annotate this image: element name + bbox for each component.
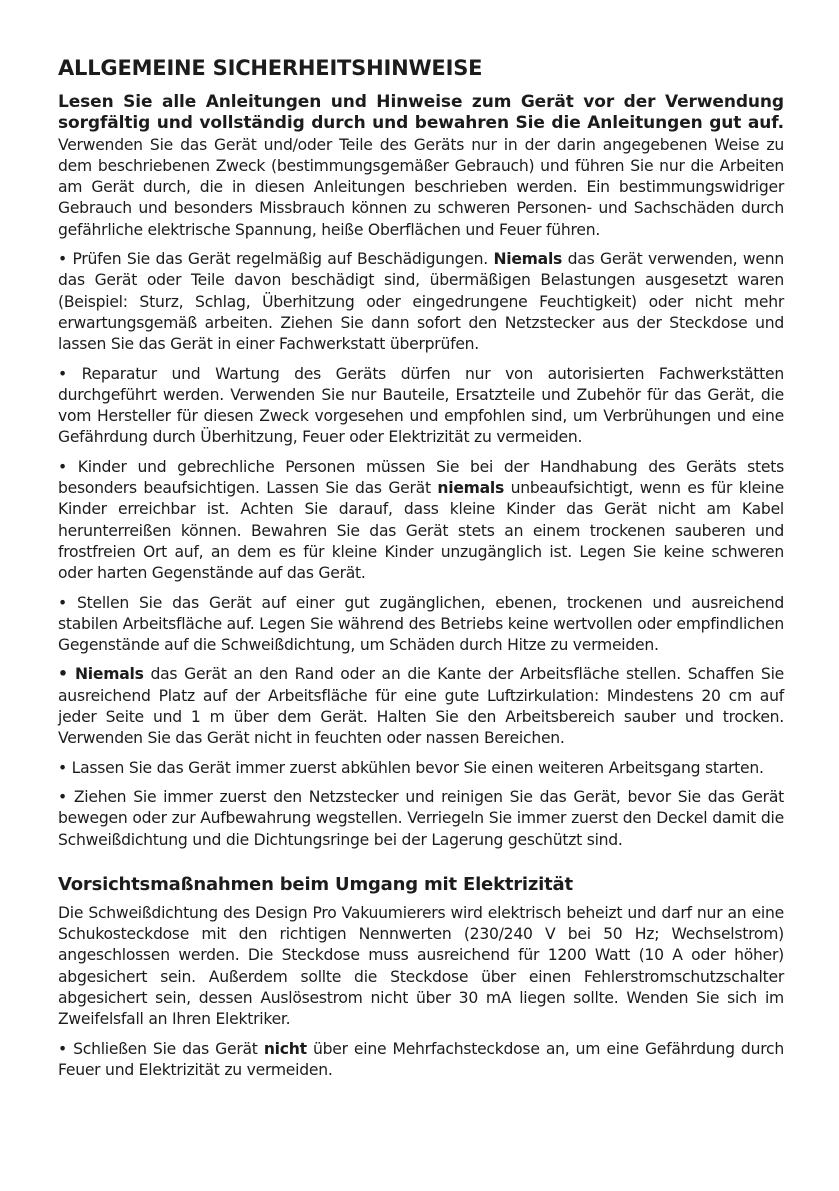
bullet-paragraph — [58, 364, 784, 449]
bullet-paragraph — [58, 593, 784, 657]
bullet-paragraph — [58, 758, 784, 779]
section-paragraph: Die Schweißdichtung des Design Pro Vakuumierers wird elektrisch beheizt und darf nur an eine Schukosteckdose mit den richtigen Nennwerten (230/240 V bei 50 Hz; Wechselstrom) angeschlossen werden. Die Steckdose muss ausreichend für 1200 Watt (10 A oder höher) abgesichert sein. Außerdem sollte die Steckdose über einen Fehlerstromschutzschalter abgesichert sein, dessen Auslösestrom nicht über 30 mA liegen sollte. Wenden Sie sich im Zweifelsfall an Ihren Elektriker. — [58, 903, 784, 1029]
bullet-paragraph — [58, 457, 784, 585]
bullet-paragraph — [58, 664, 784, 749]
section-heading: Vorsichtsmaßnahmen beim Umgang mit Elektrizität — [58, 873, 573, 895]
bullet-text: • Kinder und gebrechliche Personen müssen Sie bei der Handhabung des Geräts stets besonders beaufsichtigen. Lassen Sie das Gerät — [58, 457, 784, 498]
bullet-emphasis: niemals — [437, 479, 505, 498]
page-title: ALLGEMEINE SICHERHEITSHINWEISE — [58, 56, 483, 80]
bullet-emphasis: Niemals — [493, 250, 563, 269]
bullet-paragraph — [58, 1039, 784, 1082]
bullet-text: • Reparatur und Wartung des Geräts dürfen nur von autorisierten Fachwerkstätten durchgeführt werden. Verwenden Sie nur Bauteile, Ersatzteile und Zubehör für das Gerät, die vom Hersteller für diesen Zweck vorgesehen und empfohlen sind, um Verbrühungen und eine Gefährdung durch Überhitzung, Feuer oder Elektrizität zu vermeiden. — [58, 364, 784, 447]
bullet-text: • Prüfen Sie das Gerät regelmäßig auf Beschädigungen. — [58, 250, 494, 269]
bullet-text: unbeaufsichtigt, wenn es für kleine Kinder erreichbar ist. Achten Sie darauf, dass kleine Kinder das Gerät nicht am Kabel herunterreißen können. Bewahren Sie das Gerät stets an einem trockenen sauberen und frostfreien Ort auf, an dem es für kleine Kinder unzugänglich ist. Legen Sie keine schweren oder harten Gegenstände auf das Gerät. — [58, 479, 784, 583]
bullet-text: über eine Mehrfachsteckdose an, um eine Gefährdung durch Feuer und Elektrizität zu vermeiden. — [58, 1039, 784, 1079]
bullet-paragraph — [58, 787, 784, 851]
bullet-text: • Schließen Sie das Gerät — [58, 1039, 264, 1058]
intro-paragraph — [58, 92, 784, 241]
bullet-emphasis: nicht — [263, 1039, 307, 1058]
bullet-text: das Gerät an den Rand oder an die Kante der Arbeitsfläche stellen. Schaffen Sie ausreichend Platz auf der Arbeitsfläche für eine gute Luftzirkulation: Mindestens 20 cm auf jeder Seite und 1 m über dem Gerät. Halten Sie den Arbeitsbereich sauber und trocken. Verwenden Sie das Gerät nicht in feuchten oder nassen Bereichen. — [58, 665, 785, 748]
bullet-paragraph — [58, 249, 784, 355]
document-page — [58, 54, 784, 1089]
intro-text: Verwenden Sie das Gerät und/oder Teile des Geräts nur in der darin angegebenen Weise zu dem beschriebenen Zweck (bestimmungsgemäßer Gebrauch) und führen Sie nur die Arbeiten am Gerät durch, die in diesen Anleitungen beschrieben werden. Ein bestimmungswidriger Gebrauch und besonders Missbrauch können zu schweren Personen- und Sachschäden durch gefährliche elektrische Spannung, heiße Oberflächen und Feuer führen. — [58, 135, 784, 239]
bullet-text: • Ziehen Sie immer zuerst den Netzstecker und reinigen Sie das Gerät, bevor Sie das Gerät bewegen oder zur Aufbewahrung wegstellen. Verriegeln Sie immer zuerst den Deckel damit die Schweißdichtung und die Dichtungsringe bei der Lagerung geschützt sind. — [58, 787, 784, 849]
intro-lead-bold: Lesen Sie alle Anleitungen und Hinweise zum Gerät vor der Verwendung sorgfältig und vollständig durch und bewahren Sie die Anleitungen gut auf. — [58, 92, 784, 134]
bullet-emphasis: • Niemals — [58, 665, 144, 684]
bullet-text: das Gerät verwenden, wenn das Gerät oder Teile davon beschädigt sind, übermäßigen Belastungen ausgesetzt waren (Beispiel: Sturz, Schlag, Überhitzung oder eingedrungene Feuchtigkeit) oder nicht mehr erwartungsgemäß arbeiten. Ziehen Sie dann sofort den Netzstecker aus der Steckdose und lassen Sie das Gerät in einer Fachwerkstatt überprüfen. — [58, 250, 784, 354]
bullet-text: • Stellen Sie das Gerät auf einer gut zugänglichen, ebenen, trockenen und ausreichend stabilen Arbeitsfläche auf. Legen Sie während des Betriebs keine wertvollen oder empfindlichen Gegenstände auf die Schweißdichtung, um Schäden durch Hitze zu vermeiden. — [58, 593, 784, 655]
bullet-text: • Lassen Sie das Gerät immer zuerst abkühlen bevor Sie einen weiteren Arbeitsgang starten. — [58, 758, 764, 777]
